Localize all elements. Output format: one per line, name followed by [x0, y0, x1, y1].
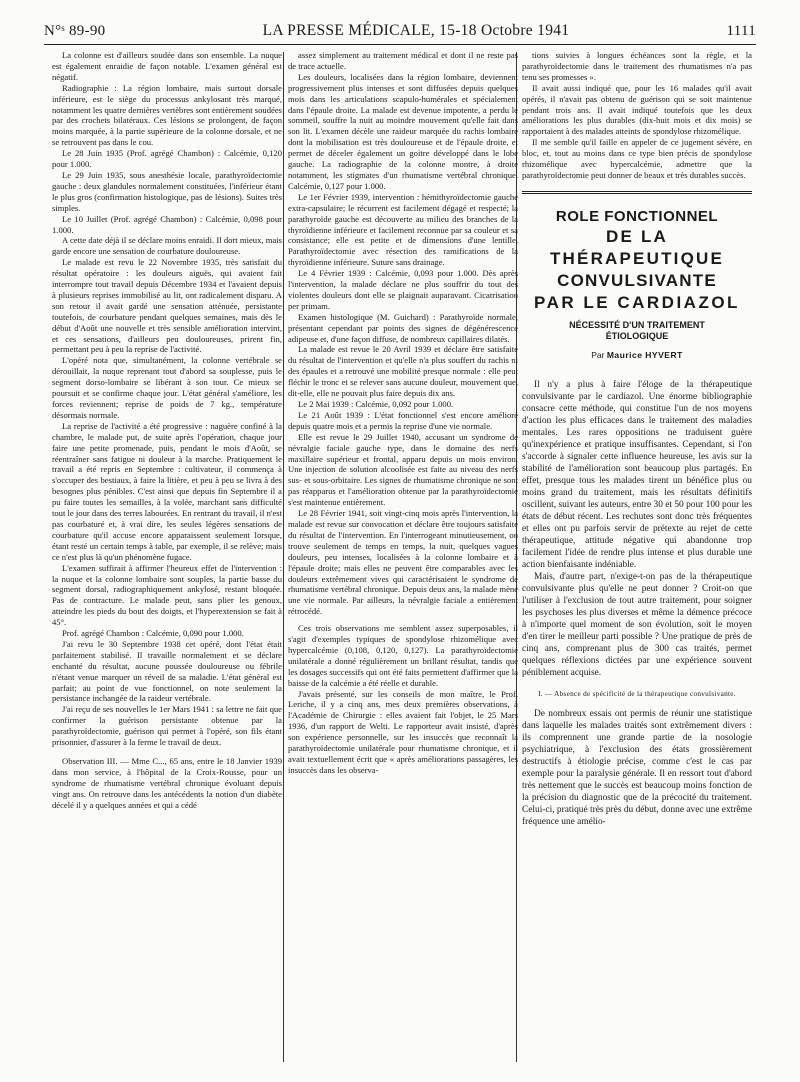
paragraph: Le 28 Février 1941, soit vingt-cinq mois après l'intervention, la malade est revue sur convocation et déclare être toujours satisfaite du résultat de l'intervention. En l'interrogeant minutieusement, on trouve seulement de temps en temps, la nuit, quelques vagues douleurs, peu intenses, localisées à la colonne lombaire et à l'épaule droite; mais elles ne peuvent être comparables avec les douleurs extrêmement vives qui caractérisaient le syndrome de rhumatisme vertébral chronique. Depuis deux ans, la malade mène une vie normale. Par ailleurs, la névralgie faciale a entièrement rétrocédé.	[288, 508, 518, 617]
paragraph: Prof. agrégé Chambon : Calcémie, 0,090 pour 1.000.	[62, 628, 244, 639]
journal-title: LA PRESSE MÉDICALE, 15-18 Octobre 1941	[262, 22, 570, 39]
paragraph: Le malade est revu le 22 Novembre 1935, très satisfait du résultat opératoire : les douleurs aiguës, qui avaient fait interrompre tout travail depuis Décembre 1934 et l'avaient depuis à plusieurs reprises immobilisé au lit, ont radicalement disparu. A son retour il avait gardé une sensation atténuée, persistante toutefois, de courbature pendant quelques semaines, mais dès le début d'Août une nouvelle et très sensible amélioration intervint, et ces sensations, d'ailleurs peu douloureuses, prirent fin, permettant peu à peu la reprise de l'activité.	[52, 257, 282, 355]
paragraph: Le 21 Août 1939 : L'état fonctionnel s'est encore amélioré depuis quatre mois et a permis la reprise d'une vie normale.	[288, 409, 518, 431]
paragraph: J'ai reçu de ses nouvelles le 1er Mars 1941 : sa lettre ne fait que confirmer la guérison persistante obtenue par la parathyroïdectomie, guérison qui permet à l'opéré, son fils étant prisonnier, d'assurer à la ferme le travail de deux.	[52, 704, 282, 748]
paragraph: assez simplement au traitement médical et dont il ne reste pas de trace actuelle.	[288, 50, 518, 71]
header-rule	[44, 44, 756, 45]
author-name: Maurice HYVERT	[606, 349, 683, 360]
paragraph: Examen histologique (M. Guichard) : Parathyroïde normale, présentant cependant par points des signes de dégénérescence adipeuse et, d'une façon diffuse, de nombreux capillaires dilatés.	[288, 311, 518, 344]
column-separator	[283, 52, 284, 1062]
author-byline	[522, 350, 752, 361]
paragraph: La colonne est d'ailleurs soudée dans son ensemble. La nuque est également enraidie de façon notable. L'examen général est négatif.	[52, 50, 282, 82]
article-subtitle: NÉCESSITÉ D'UN TRAITEMENT	[569, 319, 705, 330]
paragraph: Le 29 Juin 1935, sous anesthésie locale, parathyroïdectomie gauche : deux glandules normalement constituées, l'inférieur étant le plus gros (confirmation histologique, pas de lésions). Suites très simples.	[52, 169, 282, 213]
paragraph: La reprise de l'activité a été progressive : naguère confiné à la chambre, le malade put, de suite après l'opération, chaque jour faire une petite promenade, puis, pendant le mois d'Août, se réentraîner sans fatigue ni douleur à la marche. Pratiquement le travail a été repris en Septembre : cultivateur, il commença à s'occuper des bestiaux, à faire la litière, et peu à peu se livra à des besognes plus pénibles. C'est ainsi que depuis fin Septembre il a pu faire toutes les semailles, à la volée, marchant sans difficulté tout le jour dans des terres labourées. En rentrant du travail, il n'est pas courbaturé et, à vrai dire, les seules légères sensations de courbature qu'il accuse encore apparaissent seulement lorsque, étant resté un certain temps à table, par exemple, il se relève; mais ce n'est plus là qu'un phénomène fugace.	[52, 420, 282, 562]
title-line: DE LA THÉRAPEUTIQUE	[549, 226, 725, 268]
paragraph: Le 1er Février 1939, intervention : hémithyroïdectomie gauche extra-capsulaire; le récurrent est facilement dégagé et respecté; la parathyroïde gauche est découverte au milieu des branches de la thyroïdienne inférieure et facilement reconnue par sa couleur et sa consistance; elle est petite et de dimensions d'une lentille. Parathyroïdectomie avec résection des ramifications de la thyroïdienne inférieure. Suture sans drainage.	[288, 191, 518, 268]
column-2	[288, 50, 518, 1065]
title-line: ROLE FONCTIONNEL	[555, 207, 719, 225]
paragraph: Il n'y a plus à faire l'éloge de la thérapeutique convulsivante par le cardiazol. Une énorme bibliographie consacre cette méthode, qui constitue l'un de nos moyens d'action les plus efficaces dans le traitement des maladies mentales. Les rares oppositions ne traduisent guère qu'inexpérience et pratique insuffisantes. Cependant, si l'on s'accorde à signaler cette influence heureuse, les avis sur la stabilité de l'amélioration sont beaucoup plus partagés. En effet, presque tous les malades tirent un bénéfice plus ou moins grand du traitement, mais les résultats définitifs oscillent, suivant les auteurs, entre 30 et 50 pour 100 pour les états de début récent. Les rechutes sont donc très fréquentes et elles ont pu parfois servir de prétexte au rejet de cette thérapeutique, attitude négative qui abandonne trop facilement l'idée de rendre plus intense et plus durable une action bienfaisante indéniable.	[522, 379, 752, 570]
paragraph: J'avais présenté, sur les conseils de mon maître, le Prof. Leriche, il y a cinq ans, mes deux premières observations, à l'Académie de Chirurgie : elles avaient fait l'objet, le 25 Mars 1936, d'un rapport de Welti. Le rapporteur avait insisté, d'après son expérience personnelle, sur les insuccès que reconnaît la parathyroïdectomie unilatérale pour rhumatisme chronique, et il avait textuellement écrit que « après améliorations passagères, les insuccès dans les observa-	[288, 688, 518, 775]
author-prefix: Par	[591, 349, 605, 360]
paragraph: Ces trois observations me semblent assez superposables, il s'agit d'exemples typiques de spondylose rhizomélique avec hypercalcémie (0,108, 0,120, 0,127). La parathyroïdectomie unilatérale a donné régulièrement un brillant résultat, tandis que les dosages successifs qui ont été faits permettent d'affirmer que la baisse de la calcémie a été réelle et durable.	[288, 623, 518, 688]
paragraph: Mais, d'autre part, n'exige-t-on pas de la thérapeutique convulsivante plus qu'elle ne peut donner ? Croit-on que l'utiliser à l'exclusion de tout autre traitement, pour soigner les psychoses les plus diverses et même la démence précoce à n'importe quel moment de son évolution, soit le moyen d'en tirer le meilleur parti possible ? Une pratique de près de cinq ans, comprenant plus de 300 cas traités, permet quelques réflexions dictées par une expérience souvent péniblement acquise.	[522, 571, 752, 678]
paragraph: La malade est revue le 20 Avril 1939 et déclare être satisfaite du résultat de l'intervention et qu'elle n'a plus souffert du rachis ni des épaules et a retrouvé une mobilité presque normale : elle peut fléchir le tronc et se relever sans aucune douleur, mouvement que, dit-elle, elle ne pouvait plus faire depuis dix ans.	[288, 344, 518, 399]
paragraph: Il avait aussi indiqué que, pour les 16 malades qu'il avait opérés, il n'avait pas obtenu de guérison qui se soit maintenue pendant trois ans. Il avait indiqué toutefois que les deux améliorations les plus durables (dix-huit mois et dix mois) se rapportaient à des malades atteints de spondylose rhizomélique.	[522, 82, 752, 137]
section-heading: I. — Absence de spécificité de la thérapeutique convulsivante.	[538, 689, 736, 698]
paragraph: Le 10 Juillet (Prof. agrégé Chambon) : Calcémie, 0,098 pour 1.000.	[52, 213, 282, 235]
title-line: PAR LE CARDIAZOL	[534, 292, 740, 312]
title-line: CONVULSIVANTE	[557, 270, 717, 290]
paragraph: L'examen suffirait à affirmer l'heureux effet de l'intervention : la nuque et la colonne lombaire sont souples, la partie basse du segment dorsal, radiographiquement ankylosé, restant bloquée. Pas de contracture. Le malade peut, sans plier les genoux, atteindre les pieds du bout des doigts, et l'hyperextension se fait à 45°.	[52, 562, 282, 628]
paragraph: Le 2 Mai 1939 : Calcémie, 0,092 pour 1.000.	[298, 399, 454, 409]
paragraph: Le 28 Juin 1935 (Prof. agrégé Chambon) : Calcémie, 0,120 pour 1.000.	[52, 148, 282, 170]
paragraph: Observation III. — Mme C..., 65 ans, entre le 18 Janvier 1939 dans mon service, à l'hôpital de la Croix-Rousse, pour un syndrome de rhumatisme vertébral chronique évoluant depuis vingt ans. On retrouve dans les antécédents la notion d'un diabète décelé il y a quelques années et qui a cédé	[52, 756, 282, 810]
article-separator	[522, 191, 752, 194]
article-subtitle: ÉTIOLOGIQUE	[605, 330, 669, 341]
column-3	[522, 50, 752, 1065]
paragraph: Elle est revue le 29 Juillet 1940, accusant un syndrome de névralgie faciale gauche type, dans le domaine des nerfs maxillaire supérieur et frontal, apparu depuis un mois environ. Une injection de solution alcoolisée est faite au niveau des nerfs sus- et sous-orbitaire. Les signes de rhumatisme chronique ne sont pas réapparus et l'amélioration obtenue par la parathyroïdectomie s'est maintenue entièrement.	[288, 431, 518, 508]
article-title	[522, 208, 752, 361]
paragraph: A cette date déjà il se déclare moins enraidi. Il dort mieux, mais garde encore une sensation de courbature douloureuse.	[52, 235, 282, 257]
article-body	[522, 379, 752, 828]
issue-number: N°ˢ 89-90	[44, 23, 106, 39]
page-number: 1111	[726, 23, 756, 39]
paragraph: Le 4 Février 1939 : Calcémie, 0,093 pour 1.000. Dès après l'intervention, la malade déclare ne plus souffrir du tout des violentes douleurs dont elle se plaignait auparavant. Cicatrisation per primam.	[288, 268, 518, 311]
column-1	[52, 50, 282, 1065]
page-header	[44, 22, 756, 46]
paragraph: De nombreux essais ont permis de réunir une statistique dans laquelle les malades traités sont extrêmement divers : ils comprennent une grande partie de la nosologie psychiatrique, à l'exclusion des états grossièrement destructifs à étiologie précise, comme c'est le cas par exemple pour la paralysie générale. Il en ressort tout d'abord très nettement que le succès est beaucoup moins fonction de la précision du diagnostic que de la précocité du traitement. Celui-ci, pratiqué très près du début, donne avec une extrême fréquence une amélio-	[522, 708, 752, 827]
paragraph: L'opéré nota que, simultanément, la colonne vertébrale se dérouillait, la nuque reprenant tout d'abord sa souplesse, puis le segment dorso-lombaire se libérant à son tour. Ce mieux se poursuit et se confirme chaque jour. L'état général s'améliore, les forces reviennent; reprise de poids de 7 kg., température désormais normale.	[52, 355, 282, 420]
paragraph: Il me semble qu'il faille en appeler de ce jugement sévère, en bloc, et, tout au moins dans ce type bien précis de spondylose rhizomélique avec hypercalcémie, admettre que la parathyroïdectomie peut donner de beaux et très durables succès.	[522, 137, 752, 180]
paragraph: Les douleurs, localisées dans la région lombaire, deviennent progressivement plus intenses et sont diffusées depuis quelques mois dans les articulations scapulo-humérales et spécialement dans l'épaule droite. La malade est devenue impotente, a perdu le sommeil, souffre la nuit au moindre mouvement qu'elle fait dans son lit. L'examen décèle une raideur marquée du rachis lombaire dont la mobilisation est très douloureuse et de l'épaule droite, et permet de déceler également un goitre développé dans le lobe gauche. La radiographie de la colonne montre, à droite notamment, les stigmates d'un rhumatisme vertébral chronique. Calcémie, 0,127 pour 1.000.	[288, 71, 518, 191]
paragraph: J'ai revu le 30 Septembre 1938 cet opéré, dont l'état était parfaitement stabilisé. Il travaille normalement et se déclare enchanté du résultat, aucune poussée douloureuse ou fébrile n'étant venue marquer un réveil de sa maladie. L'état général est parfait; au point de vue fonctionnel, on note seulement la persistance inchangée de la raideur vertébrale.	[52, 638, 282, 704]
paragraph: tions suivies à longues échéances sont la règle, et la parathyroïdectomie dans le traitement des rhumatismes n'a pas tenu ses promesses ».	[522, 50, 752, 82]
paragraph: Radiographie : La région lombaire, mais surtout dorsale inférieure, est le siège du processus ankylosant très marqué, notamment les quatre dernières vertèbres sont entièrement soudées par des crochets bilatéraux. Ces lésions se prolongent, de façon moins marquée, à la partie supérieure de la colonne dorsale, et ne se retrouvent pas dans le cou.	[52, 82, 282, 148]
